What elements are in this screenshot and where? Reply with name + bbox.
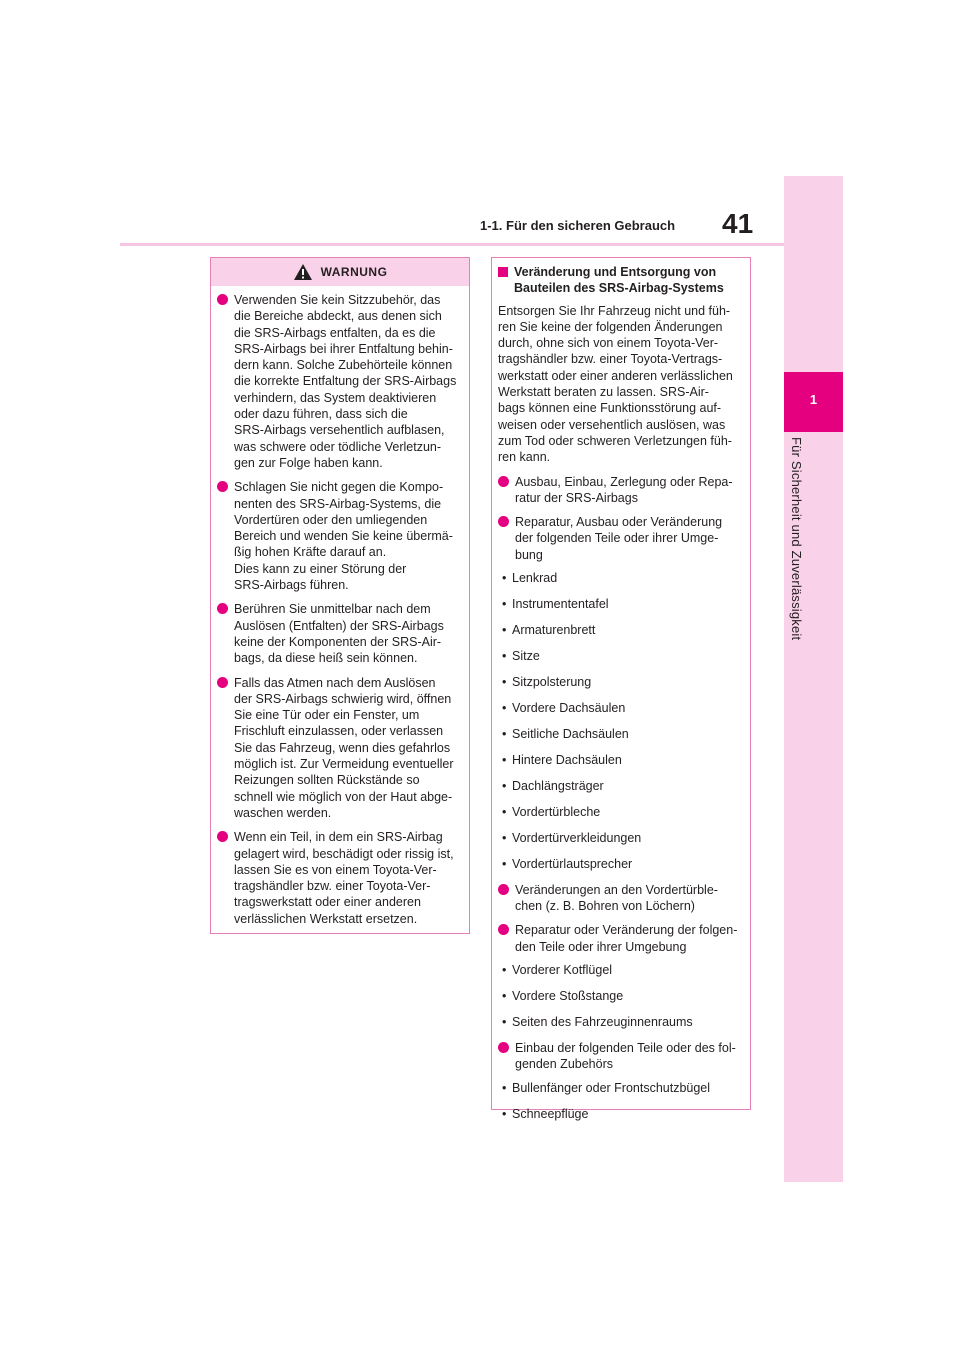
list-item-text: Bullenfänger oder Frontschutzbügel [512, 1080, 711, 1095]
list-item-text: Dachlängsträger [512, 778, 604, 793]
list-item [502, 674, 742, 690]
bullet-dot-icon [498, 476, 509, 487]
sub-bullet: • [502, 1080, 507, 1095]
modification-heading [498, 264, 742, 297]
list-item-text: Seitliche Dachsäulen [512, 726, 629, 741]
list-item [502, 962, 742, 978]
sub-bullet: • [502, 830, 507, 845]
list-item [502, 596, 742, 612]
warning-item [217, 829, 459, 927]
sub-bullet: • [502, 989, 507, 1004]
bullet-square-icon [498, 267, 508, 277]
modification-item [498, 882, 742, 915]
list-item-text: Seiten des Fahrzeuginnenraums [512, 1015, 693, 1030]
bullet-dot-icon [217, 294, 228, 305]
list-item-text: Vordertürverkleidungen [512, 830, 642, 845]
modification-item-text: Einbau der folgenden Teile oder des fol- genden Zubehörs [515, 1041, 736, 1072]
sub-bullet: • [502, 571, 507, 586]
sub-bullet: • [502, 752, 507, 767]
modification-item-text: Reparatur oder Veränderung der folgen- den Teile oder ihrer Umgebung [515, 923, 738, 954]
warning-box [210, 257, 470, 934]
list-item [502, 988, 742, 1004]
list-item [502, 1080, 742, 1096]
warning-item [217, 479, 459, 593]
warning-item-text: Schlagen Sie nicht gegen die Kompo- nenten des SRS-Airbag-Systems, die Vordertüren oder den umliegenden Bereich und wenden Sie keine übermä- ßig hohen Kräfte darauf an. Dies kann zu einer Störung der SRS-Airbags führen. [234, 480, 453, 593]
section-title: 1-1. Für den sicheren Gebrauch [480, 218, 676, 233]
modification-heading-text: Veränderung und Entsorgung von Bauteilen des SRS-Airbag-Systems [514, 265, 724, 296]
modification-box [491, 257, 751, 1121]
side-tab [784, 176, 843, 1182]
modification-item [498, 922, 742, 955]
sub-bullet: • [502, 649, 507, 663]
page-number: 41 [722, 208, 754, 239]
warning-header [211, 258, 469, 286]
warning-item-text: Berühren Sie unmittelbar nach dem Auslösen (Entfalten) der SRS-Airbags keine der Komponenten der SRS-Air- bags, da diese heiß sein können. [234, 602, 444, 666]
list-item [502, 1106, 742, 1122]
warning-triangle-icon [293, 263, 313, 281]
warning-item-text: Verwenden Sie kein Sitzzubehör, das die Bereiche abdeckt, aus denen sich die SRS-Airbags entfalten, da es die SRS-Airbags bei ihrer Entfaltung behin- dern kann. Solche Zubehörteile können die korrekte Entfaltung der SRS-Airbags verhindern, das System deaktivieren oder dazu führen, dass sich die SRS-Airbags versehentlich aufblasen, was schwere oder tödliche Verletzun- gen zur Folge haben kann. [234, 293, 457, 470]
sub-bullet: • [502, 726, 507, 741]
warning-item [217, 292, 459, 471]
warning-item-text: Wenn ein Teil, in dem ein SRS-Airbag gelagert wird, beschädigt oder rissig ist, lassen Sie es von einem Toyota-Ver- tragshändler bzw. einer Toyota-Ver- tragswerkstatt oder einer anderen verlässlichen Werkstatt ersetzen. [234, 830, 454, 926]
modification-item-text: Reparatur, Ausbau oder Veränderung der folgenden Teile oder ihrer Umge- bung [515, 515, 723, 562]
bullet-dot-icon [498, 516, 509, 527]
sub-list [498, 1080, 742, 1122]
list-item-text: Vorderer Kotflügel [512, 963, 613, 978]
list-item [502, 830, 742, 846]
sub-list [498, 962, 742, 1030]
list-item-text: Lenkrad [512, 571, 558, 586]
modification-item [498, 1040, 742, 1073]
sub-bullet: • [502, 1015, 507, 1030]
bullet-dot-icon [217, 603, 228, 614]
sub-bullet: • [502, 700, 507, 715]
list-item-text: Instrumententafel [512, 597, 609, 612]
bullet-dot-icon [217, 831, 228, 842]
sub-bullet: • [502, 804, 507, 819]
list-item-text: Sitzpolsterung [512, 674, 592, 689]
bullet-dot-icon [498, 924, 509, 935]
bullet-dot-icon [217, 481, 228, 492]
sub-bullet: • [502, 674, 507, 689]
warning-item [217, 675, 459, 822]
bullet-dot-icon [498, 884, 509, 895]
sub-bullet: • [502, 963, 507, 978]
list-item-text: Vordertürlautsprecher [512, 856, 633, 871]
sub-bullet: • [502, 597, 507, 612]
chapter-number: 1 [809, 392, 818, 407]
modification-item [498, 514, 742, 563]
sub-list [498, 570, 742, 872]
warning-item [217, 601, 459, 666]
list-item [502, 1014, 742, 1030]
list-item [502, 856, 742, 872]
list-item [502, 778, 742, 794]
modification-item-text: Ausbau, Einbau, Zerlegung oder Repa- ratur der SRS-Airbags [515, 474, 733, 505]
modification-item [498, 474, 742, 507]
list-item-text: Vordertürbleche [512, 804, 601, 819]
warning-body [211, 286, 469, 927]
list-item-text: Sitze [512, 649, 540, 663]
sub-bullet: • [502, 623, 507, 638]
warning-item-text: Falls das Atmen nach dem Auslösen der SRS-Airbags schwierig wird, öffnen Sie eine Tür oder ein Fenster, um Frischluft einzulassen, oder verlassen Sie das Fahrzeug, wenn dies gefahrlos möglich ist. Zur Vermeidung eventueller Reizungen sollten Rückstände so schnell wie möglich von der Haut abge- waschen werden. [234, 675, 454, 820]
bullet-dot-icon [498, 1042, 509, 1053]
list-item-text: Hintere Dachsäulen [512, 752, 622, 767]
chapter-title: Für Sicherheit und Zuverlässigkeit [789, 437, 804, 641]
header-rule [120, 243, 784, 246]
list-item [502, 648, 742, 664]
list-item-text: Vordere Dachsäulen [512, 700, 626, 715]
sub-bullet: • [502, 1106, 507, 1121]
sub-bullet: • [502, 778, 507, 793]
list-item [502, 700, 742, 716]
list-item [502, 804, 742, 820]
list-item-text: Armaturenbrett [512, 623, 596, 638]
list-item-text: Vordere Stoßstange [512, 989, 624, 1004]
modification-item-text: Veränderungen an den Vordertürble- chen (z. B. Bohren von Löchern) [515, 882, 718, 914]
list-item [502, 752, 742, 768]
list-item [502, 570, 742, 586]
list-item-text: Schneepflüge [512, 1106, 589, 1121]
sub-bullet: • [502, 856, 507, 871]
warning-label: WARNUNG [320, 265, 388, 279]
bullet-dot-icon [217, 677, 228, 688]
list-item [502, 726, 742, 742]
list-item [502, 622, 742, 638]
modification-intro: Entsorgen Sie Ihr Fahrzeug nicht und füh- ren Sie keine der folgenden Änderungen durch, ohne sich von einem Toyota-Ver- tragshändler bzw. einer Toyota-Vertrags- werkstatt oder einer anderen verlässlichen Werkstatt beraten zu lassen. SRS-Air- bags können eine Funktionsstörung auf- weisen oder versehentlich auslösen, was zum Tod oder schweren Verletzungen füh- ren kann. [498, 303, 733, 465]
